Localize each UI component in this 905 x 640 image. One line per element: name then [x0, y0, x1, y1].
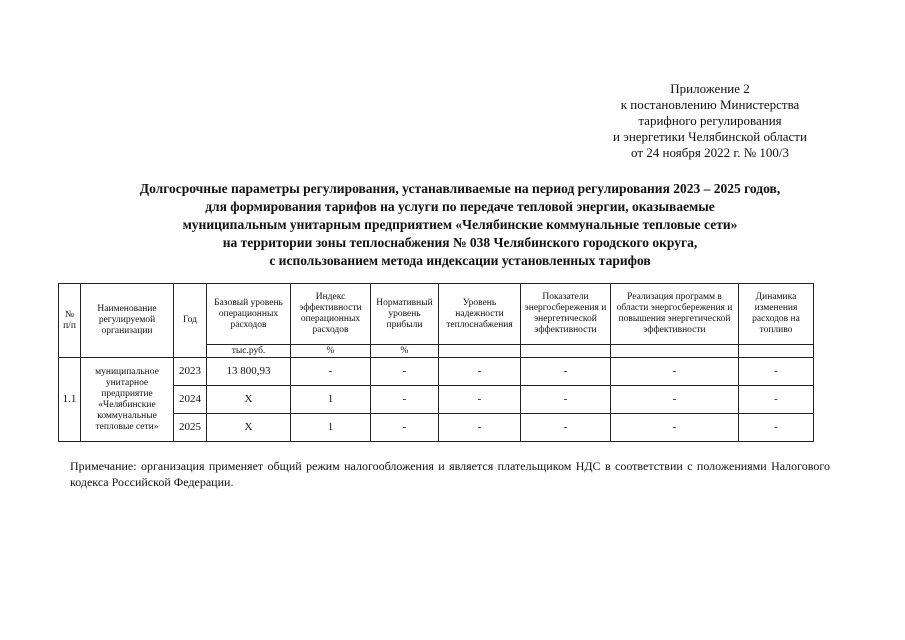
unit-cell	[439, 345, 521, 358]
table-row	[59, 358, 814, 386]
efficiency-index-cell: 1	[291, 386, 371, 414]
base-costs-cell: X	[207, 386, 291, 414]
appendix-line: к постановлению Министерства	[620, 97, 800, 112]
title-line: муниципальным унитарным предприятием «Челябинские коммунальные тепловые сети»	[182, 217, 738, 232]
appendix-line: от 24 ноября 2022 г. № 100/3	[631, 145, 789, 160]
parameters-table	[58, 283, 814, 442]
reliability-cell: -	[439, 414, 521, 442]
unit-cell	[739, 345, 814, 358]
document-title	[70, 180, 850, 270]
unit-cell: тыс.руб.	[207, 345, 291, 358]
header-cell-energy-saving: Показатели энергосбережения и энергетической эффективности	[521, 284, 611, 345]
organization-cell: муниципальное унитарное предприятие «Челябинские коммунальные тепловые сети»	[81, 358, 174, 442]
footnote: Примечание: организация применяет общий режим налогообложения и является плательщиком НДС в соответствии с положениями Налогового кодекса Российской Федерации.	[70, 459, 830, 489]
title-line: с использованием метода индексации установленных тарифов	[269, 253, 651, 268]
base-costs-cell: 13 800,93	[207, 358, 291, 386]
energy-saving-cell: -	[521, 414, 611, 442]
efficiency-index-cell: -	[291, 358, 371, 386]
appendix-line: тарифного регулирования	[638, 113, 782, 128]
header-cell-year: Год	[174, 284, 207, 358]
appendix-line: и энергетики Челябинской области	[613, 129, 807, 144]
fuel-dynamics-cell: -	[739, 358, 814, 386]
header-row	[59, 284, 814, 345]
profit-level-cell: -	[371, 386, 439, 414]
title-line: для формирования тарифов на услуги по передаче тепловой энергии, оказываемые	[205, 199, 715, 214]
header-cell-number: № п/п	[59, 284, 81, 358]
energy-saving-cell: -	[521, 386, 611, 414]
fuel-dynamics-cell: -	[739, 414, 814, 442]
programs-cell: -	[611, 386, 739, 414]
header-cell-efficiency-index: Индекс эффективности операционных расходов	[291, 284, 371, 345]
title-line: на территории зоны теплоснабжения № 038 Челябинского городского округа,	[222, 235, 698, 250]
row-number-cell: 1.1	[59, 358, 81, 442]
unit-cell: %	[291, 345, 371, 358]
programs-cell: -	[611, 358, 739, 386]
appendix-line: Приложение 2	[670, 81, 750, 96]
profit-level-cell: -	[371, 414, 439, 442]
header-cell-organization: Наименование регулируемой организации	[81, 284, 174, 358]
appendix-block	[560, 81, 860, 161]
reliability-cell: -	[439, 358, 521, 386]
header-cell-fuel-dynamics: Динамика изменения расходов на топливо	[739, 284, 814, 345]
year-cell: 2025	[174, 414, 207, 442]
fuel-dynamics-cell: -	[739, 386, 814, 414]
header-cell-reliability: Уровень надежности теплоснабжения	[439, 284, 521, 345]
base-costs-cell: X	[207, 414, 291, 442]
header-cell-base-costs: Базовый уровень операционных расходов	[207, 284, 291, 345]
unit-cell	[521, 345, 611, 358]
reliability-cell: -	[439, 386, 521, 414]
profit-level-cell: -	[371, 358, 439, 386]
unit-cell: %	[371, 345, 439, 358]
header-cell-profit-level: Нормативный уровень прибыли	[371, 284, 439, 345]
title-line: Долгосрочные параметры регулирования, устанавливаемые на период регулирования 2023 – 2025 годов,	[139, 181, 781, 196]
header-cell-programs: Реализация программ в области энергосбережения и повышения энергетической эффективности	[611, 284, 739, 345]
programs-cell: -	[611, 414, 739, 442]
unit-cell	[611, 345, 739, 358]
efficiency-index-cell: 1	[291, 414, 371, 442]
year-cell: 2023	[174, 358, 207, 386]
year-cell: 2024	[174, 386, 207, 414]
energy-saving-cell: -	[521, 358, 611, 386]
